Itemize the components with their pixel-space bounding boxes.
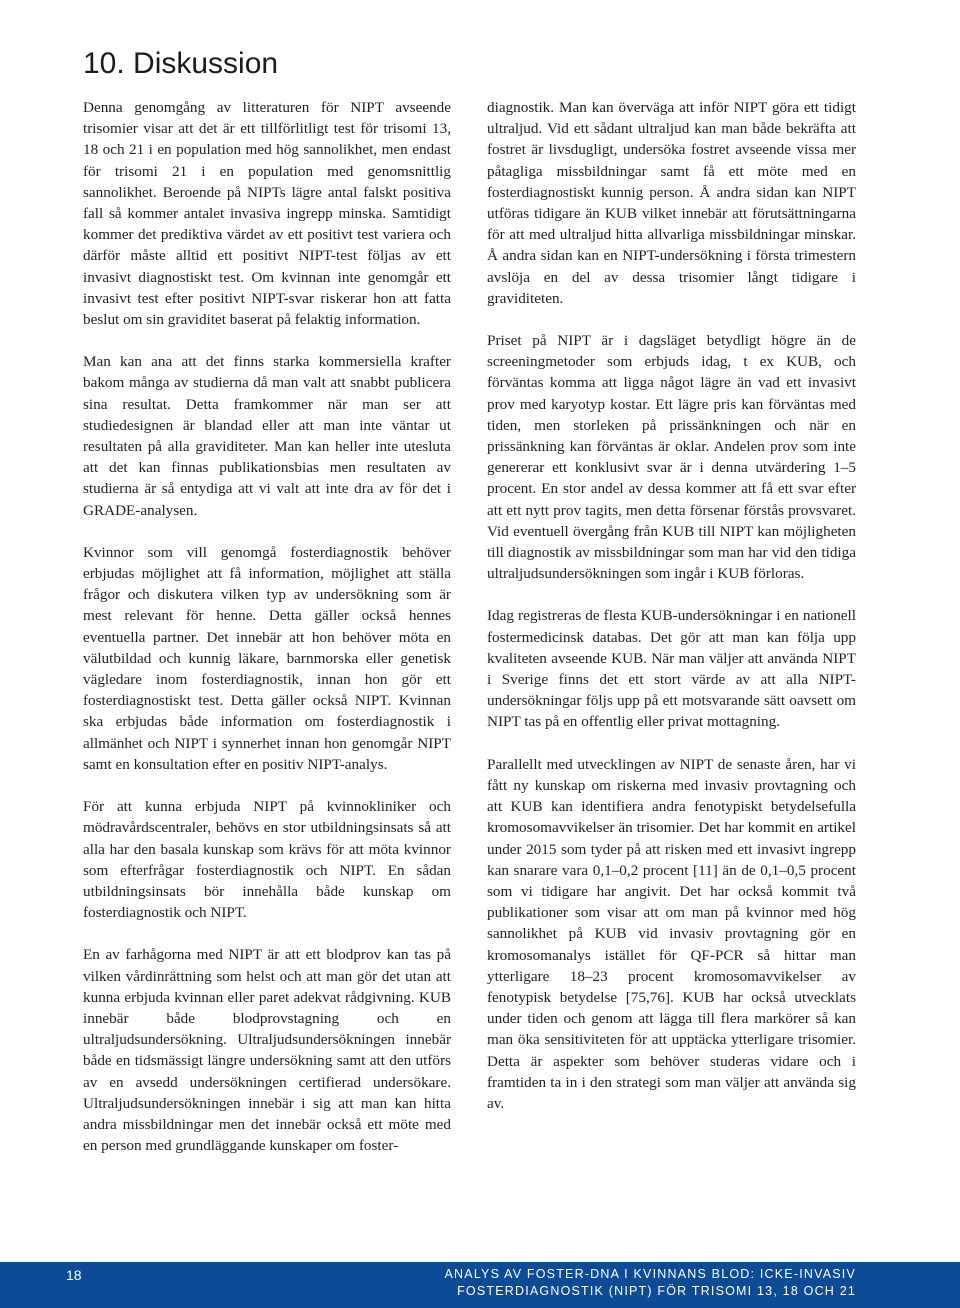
paragraph: En av farhågorna med NIPT är att ett blodprov kan tas på vilken vårdinrättning som helst och att man gör det utan att kunna erbjuda kvinnan eller paret adekvat rådgivning. KUB innebär både blodprovstagning och en ultraljudsundersökning. Ultraljudsundersökningen innebär både en tidsmässigt längre undersökning samt att den utförs av en avsedd undersökningen certifierad undersökare. Ultraljudsundersökningen innebär i sig att man kan hitta andra missbildningar men det innebär också ett möte med en person med grundläggande kunskaper om foster- [83,946,451,1155]
running-title-line: FOSTERDIAGNOSTIK (NIPT) FÖR TRISOMI 13, 18 OCH 21 [457,1284,856,1298]
right-column [487,97,856,1135]
paragraph: Parallellt med utvecklingen av NIPT de senaste åren, har vi fått ny kunskap om riskerna med invasiv provtagning och att KUB kan identifiera andra fenotypiskt betydelsefulla kromosomavvikelser än trisomier. Det har kommit en artikel under 2015 som tyder på att risken med ett invasivt ingrepp kan snarare vara 0,1–0,2 procent [11] än de 0,1–0,5 procent som vi tidigare har angivit. Det har också kommit två publikationer som visar att om man på kvinnor med hög sannolikhet på KUB vid invasiv provtagning gör en kromosomanalys istället för QF-PCR så hittar man ytterligare 18–23 procent kromosomavvikelser av fenotypisk betydelse [75,76]. KUB har också utvecklats under tiden och genom att lägga till flera markörer så kan man öka sensitiviteten för att upptäcka ytterligare trisomier. Detta är aspekter som behöver studeras vidare och i framtiden ta in i den strategi som man väljer att använda sig av. [487,755,856,1112]
paragraph: Man kan ana att det finns starka kommersiella krafter bakom många av studierna då man valt att snabbt publicera sina resultat. Detta framkommer när man ser att studiedesignen är blandad eller att man inte väntar ut resultaten på alla graviditeter. Man kan heller inte utesluta att det kan finnas publikationsbias men resultaten av studierna är så entydiga att vi valt att inte dra av för det i GRADE-analysen. [83,353,451,519]
page-title: 10. Diskussion [83,47,279,80]
running-title-line: ANALYS AV FOSTER-DNA I KVINNANS BLOD: ICKE-INVASIV [444,1267,856,1281]
paragraph: För att kunna erbjuda NIPT på kvinnokliniker och mödravårdscentraler, behövs en stor utbildningsinsats så att alla har den basala kunskap som krävs för att möta kvinnor som efterfrågar fosterdiagnostik och NIPT. En sådan utbildningsinsats bör innehålla både kunskap om fosterdiagnostik och NIPT. [83,798,451,922]
footer-bar [0,1262,960,1308]
paragraph: diagnostik. Man kan överväga att inför NIPT göra ett tidigt ultraljud. Vid ett sådant ultraljud kan man både bekräfta att fostret är livsdugligt, undersöka fostret avseende vissa mer påtagliga missbildningar samt få ett möte med en fosterdiagnostiskt kunnig person. Å andra sidan kan NIPT utföras tidigare än KUB vilket innebär att förutsättningarna för att med ultraljud hitta allvarliga missbildningar minskar. Å andra sidan kan en NIPT-undersökning i första trimestern avslöja en del av dessa trisomier långt tidigare i graviditeten. [487,99,856,307]
paragraph: Kvinnor som vill genomgå fosterdiagnostik behöver erbjudas möjlighet att få information, möjlighet att ställa frågor och diskutera vilken typ av undersökning som är mest relevant för henne. Detta gäller också hennes eventuella partner. Det innebär att hon behöver möta en välutbildad och kunnig läkare, barnmorska eller genetisk vägledare inom fosterdiagnostik, innan hon gör ett fosterdiagnostiskt test. Detta gäller också NIPT. Kvinnan ska erbjudas både information om fosterdiagnostik i allmänhet och NIPT i synnerhet innan hon genomgår NIPT samt en konsultation efter en positiv NIPT-analys. [83,543,451,773]
left-column [83,97,451,1177]
page-number: 18 [66,1267,82,1283]
paragraph: Idag registreras de flesta KUB-undersökningar i en nationell fostermedicinsk databas. Det gör att man kan följa upp kvaliteten avseende KUB. När man väljer att använda NIPT i Sverige finns det ett stort värde av att alla NIPT-undersökningar följs upp på ett motsvarande sätt oavsett om NIPT tas på en offentlig eller privat mottagning. [487,607,856,731]
paragraph: Denna genomgång av litteraturen för NIPT avseende trisomier visar att det är ett tillförlitligt test för trisomi 13, 18 och 21 i en population med hög sannolikhet, men endast för trisomi 21 i en population med genomsnittlig sannolikhet. Beroende på NIPTs lägre antal falskt positiva fall så kommer antalet invasiva ingrepp minska. Samtidigt kommer det prediktiva värdet av ett positivt test variera och därför måste alltid ett positivt NIPT-test följas av ett invasivt diagnostiskt test. Om kvinnan inte genomgår ett invasivt test efter positivt NIPT-svar riskerar hon att fatta beslut om sin graviditet baserat på felaktig information. [83,99,451,329]
paragraph: Priset på NIPT är i dagsläget betydligt högre än de screeningmetoder som erbjuds idag, t ex KUB, och förväntas komma att ligga något lägre än vad ett invasivt prov med karyotyp kostar. Ett lägre pris kan förväntas med tiden, men storleken på prissänkningen och när en prissänkning kan förväntas är oklar. Andelen prov som inte genererar ett konklusivt svar är i denna utvärdering 1–5 procent. En stor andel av dessa kommer att få ett svar efter att ett nytt prov tagits, men detta försenar förstås provsvaret. Vid eventuell övergång från KUB till NIPT kan möjligheten till diagnostik av missbildningar som man har vid den tidiga ultraljudsundersökningen som ingår i KUB förloras. [487,332,856,583]
running-title [445,1266,856,1300]
